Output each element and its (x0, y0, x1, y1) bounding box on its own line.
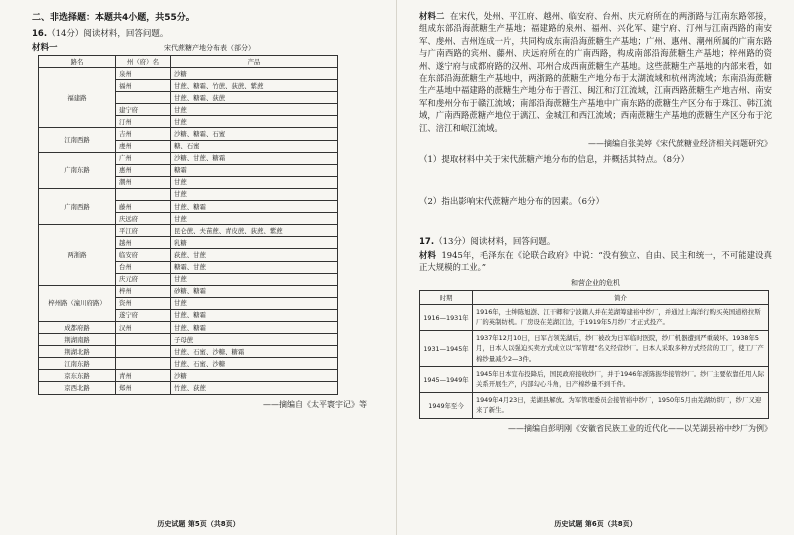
table-body (420, 304, 769, 418)
prefecture-cell: 汀州 (116, 116, 171, 128)
products-cell: 乳糖 (171, 237, 338, 249)
material-label: 材料 (419, 250, 436, 261)
question-17-heading (419, 235, 772, 247)
route-cell: 江南东路 (39, 358, 116, 370)
sugar-production-table (38, 55, 338, 395)
table-2-caption: 和营企业的危机 (571, 278, 620, 287)
period-cell: 1916—1931年 (420, 304, 473, 330)
prefecture-cell: 平江府 (116, 225, 171, 237)
prefecture-cell: 广州 (116, 152, 171, 164)
prefecture-cell (116, 346, 171, 358)
products-cell: 砂糖、糖霜 (171, 285, 338, 297)
prefecture-cell: 藤州 (116, 201, 171, 213)
products-cell: 甘蔗 (171, 188, 338, 200)
products-cell: 甘蔗 (171, 104, 338, 116)
prefecture-cell: 临安府 (116, 249, 171, 261)
table-row (420, 330, 769, 366)
products-cell: 沙糖、糖霜、石蜜 (171, 128, 338, 140)
products-cell: 沙糖 (171, 370, 338, 382)
table-row (39, 68, 338, 80)
material-1-label: 材料一 (32, 43, 58, 53)
products-cell: 甘蔗、糖霜、竹蔗、荻蔗、紫蔗 (171, 80, 338, 92)
source-citation-2: ——摘编自张美婷《宋代蔗糖业经济相关问题研究》 (588, 139, 772, 149)
table-row (420, 366, 769, 392)
products-cell: 糖、石蜜 (171, 140, 338, 152)
material-17 (419, 249, 772, 274)
page-footer: 历史试题 第6页（共8页） (554, 520, 637, 528)
sub-question-2: （2）指出影响宋代蔗糖产地分布的因素。（6分） (419, 197, 605, 208)
prefecture-cell: 虔州 (116, 140, 171, 152)
material-text: 1945年，毛泽东在《论联合政府》中说：“没有独立、自由、民主和统一，不可能建设真正大规模的工业。” (419, 250, 773, 273)
products-cell: 甘蔗、糖霜、荻蔗 (171, 92, 338, 104)
prefecture-cell: 潮州 (116, 176, 171, 188)
products-cell: 竹蔗、荻蔗 (171, 382, 338, 394)
route-cell: 京东东路 (39, 370, 116, 382)
table-row (39, 370, 338, 382)
products-cell: 甘蔗、糖霜 (171, 309, 338, 321)
prefecture-cell: 资州 (116, 297, 171, 309)
enterprise-crisis-table (419, 290, 769, 419)
page-footer: 历史试题 第5页（共8页） (157, 520, 240, 528)
route-cell: 京西北路 (39, 382, 116, 394)
question-points: （13分） (434, 237, 471, 248)
prefecture-cell: 青州 (116, 370, 171, 382)
table-row (39, 346, 338, 358)
route-cell: 福建路 (39, 68, 116, 128)
table-row (420, 304, 769, 330)
route-cell: 荆湖北路 (39, 346, 116, 358)
products-cell: 甘蔗 (171, 116, 338, 128)
header-period: 时期 (420, 290, 473, 304)
prefecture-cell: 庆元府 (116, 273, 171, 285)
products-cell: 甘蔗 (171, 273, 338, 285)
table-row (39, 334, 338, 346)
prefecture-cell: 郑州 (116, 382, 171, 394)
period-cell: 1931—1945年 (420, 330, 473, 366)
table-body (39, 68, 338, 395)
products-cell: 沙糖 (171, 68, 338, 80)
prefecture-cell: 汉州 (116, 321, 171, 333)
table-caption: 宋代蔗糖产地分布表（部分） (164, 44, 255, 52)
question-number: 16. (32, 29, 48, 39)
prefecture-cell: 泉州 (116, 68, 171, 80)
header-description: 简介 (473, 290, 769, 304)
period-cell: 1949年至今 (420, 392, 473, 418)
products-cell: 荻蔗、甘蔗 (171, 249, 338, 261)
table-header-row (39, 56, 338, 68)
question-number: 17. (419, 237, 435, 248)
table-row (39, 128, 338, 140)
products-cell: 子母蔗 (171, 334, 338, 346)
description-cell: 1916年，士绅陈旭澍、江干卿和宁波籍人并在芜湖筹建裕中纱厂，并通过上海洋行购买英国道格拉斯厂的英制纺机。厂房设在芜湖江边，于1919年5月纱厂才正式投产。 (473, 304, 769, 330)
table-row (420, 392, 769, 418)
products-cell: 昆仑蔗、夫苗蔗、青皮蔗、荻蔗、紫蔗 (171, 225, 338, 237)
question-instruction: 阅读材料，回答问题。 (470, 237, 556, 248)
route-cell: 成都府路 (39, 321, 116, 333)
table-row (39, 321, 338, 333)
products-cell: 甘蔗 (171, 176, 338, 188)
material-2 (419, 10, 772, 134)
prefecture-cell (116, 358, 171, 370)
route-cell: 江南西路 (39, 128, 116, 152)
route-cell: 广南西路 (39, 188, 116, 224)
products-cell: 甘蔗、糖霜 (171, 321, 338, 333)
route-cell: 广南东路 (39, 152, 116, 188)
exam-page-6 (397, 0, 794, 535)
material-2-label: 材料二 (419, 11, 445, 21)
prefecture-cell: 台州 (116, 261, 171, 273)
header-prefecture: 州（府）名 (116, 56, 171, 68)
route-cell: 梓州路（潼川府路） (39, 285, 116, 321)
products-cell: 糖霜 (171, 164, 338, 176)
question-instruction: 阅读材料，回答问题。 (83, 29, 169, 39)
sub-question-1: （1）提取材料中关于宋代蔗糖产地分布的信息，并概括其特点。（8分） (419, 155, 690, 166)
table-row (39, 152, 338, 164)
prefecture-cell (116, 188, 171, 200)
table-row (39, 358, 338, 370)
source-citation-3: ——摘编自彭明刚《安徽省民族工业的近代化——以芜湖县裕中纱厂为例》 (508, 423, 772, 433)
description-cell: 1937年12月10日，日军占领芜湖后，纱厂被改为日军临时医院，纱厂机器遭到严重破坏。1938年5月，日本人以强迫买卖方式成立以“军管理”名义经营纱厂。日本人采取多种方式经营的工厂，使工厂产棉纱量减少2—3件。 (473, 330, 769, 366)
question-points: （14分） (47, 29, 84, 39)
prefecture-cell: 福州 (116, 80, 171, 92)
material-1-header (32, 41, 367, 53)
products-cell: 甘蔗 (171, 213, 338, 225)
question-16-heading (32, 27, 367, 39)
products-cell: 甘蔗、糖霜 (171, 201, 338, 213)
prefecture-cell: 庆远府 (116, 213, 171, 225)
prefecture-cell: 吉州 (116, 128, 171, 140)
products-cell: 甘蔗、石蜜、沙糖 (171, 358, 338, 370)
table-row (39, 225, 338, 237)
table-row (39, 285, 338, 297)
prefecture-cell: 梓州 (116, 285, 171, 297)
route-cell: 荆湖南路 (39, 334, 116, 346)
prefecture-cell: 遂宁府 (116, 309, 171, 321)
products-cell: 糖霜、甘蔗 (171, 261, 338, 273)
table-row (39, 188, 338, 200)
prefecture-cell: 建宁府 (116, 104, 171, 116)
header-products: 产品 (171, 56, 338, 68)
header-route: 路名 (39, 56, 116, 68)
table-row (39, 382, 338, 394)
material-2-text: 在宋代，处州、平江府、越州、临安府、台州、庆元府所在的两浙路与江南东路邻接，组成东部沿海蔗糖生产基地；福建路的泉州、福州、兴化军、建宁府、汀州与江南西路的南安军、虔州、吉州连成一片，共同构成东南沿海蔗糖生产基地；广州、惠州、潮州所属的广南东路与广南西路的宾州、藤州、庆远府所在的广南西路，构成南部沿海蔗糖生产基地；梓州路的资州、遂宁府与成都府路的汉州、邛州合成西南蔗糖生产基地。这些蔗糖生产基地的内部来看，如在东部沿海蔗糖生产基地中，两浙路的蔗糖生产地分布于太湖流域和杭州湾流域；东南沿海蔗糖生产基地中福建路的蔗糖生产地分布于晋江、闽江和汀江流域，江南西路蔗糖生产地吉州、南安军和虔州分布于赣江流域；南部沿海蔗糖生产基地中广南东路的蔗糖生产区分布于珠江、韩江流域，广南西路蔗糖产地位于漓江、金城江和西江流域；西南蔗糖生产基地的蔗糖生产区分布于沱江、涪江和岷江流域。 (419, 11, 773, 133)
table-header-row (420, 290, 769, 304)
prefecture-cell: 越州 (116, 237, 171, 249)
products-cell: 甘蔗 (171, 297, 338, 309)
section-title: 二、非选择题：本题共4小题，共55分。 (32, 13, 195, 23)
products-cell: 沙糖、甘蔗、糖霜 (171, 152, 338, 164)
prefecture-cell (116, 334, 171, 346)
prefecture-cell (116, 92, 171, 104)
description-cell: 1949年4月23日，芜湖县解放。为军管理委员会接管裕中纱厂，1950年5月由芜湖纺织厂，纱厂又迎来了新生。 (473, 392, 769, 418)
route-cell: 两浙路 (39, 225, 116, 285)
prefecture-cell: 惠州 (116, 164, 171, 176)
products-cell: 甘蔗、石蜜、沙糖、糖霜 (171, 346, 338, 358)
period-cell: 1945—1949年 (420, 366, 473, 392)
source-citation: ——摘编自《太平寰宇记》等 (263, 399, 367, 409)
description-cell: 1945年日本宣布投降后，国民政府接收纱厂，并于1946年派陈振华接管纱厂。纱厂主要依靠任用人际关系开展生产，内部勾心斗角，日产棉纱量不到千件。 (473, 366, 769, 392)
